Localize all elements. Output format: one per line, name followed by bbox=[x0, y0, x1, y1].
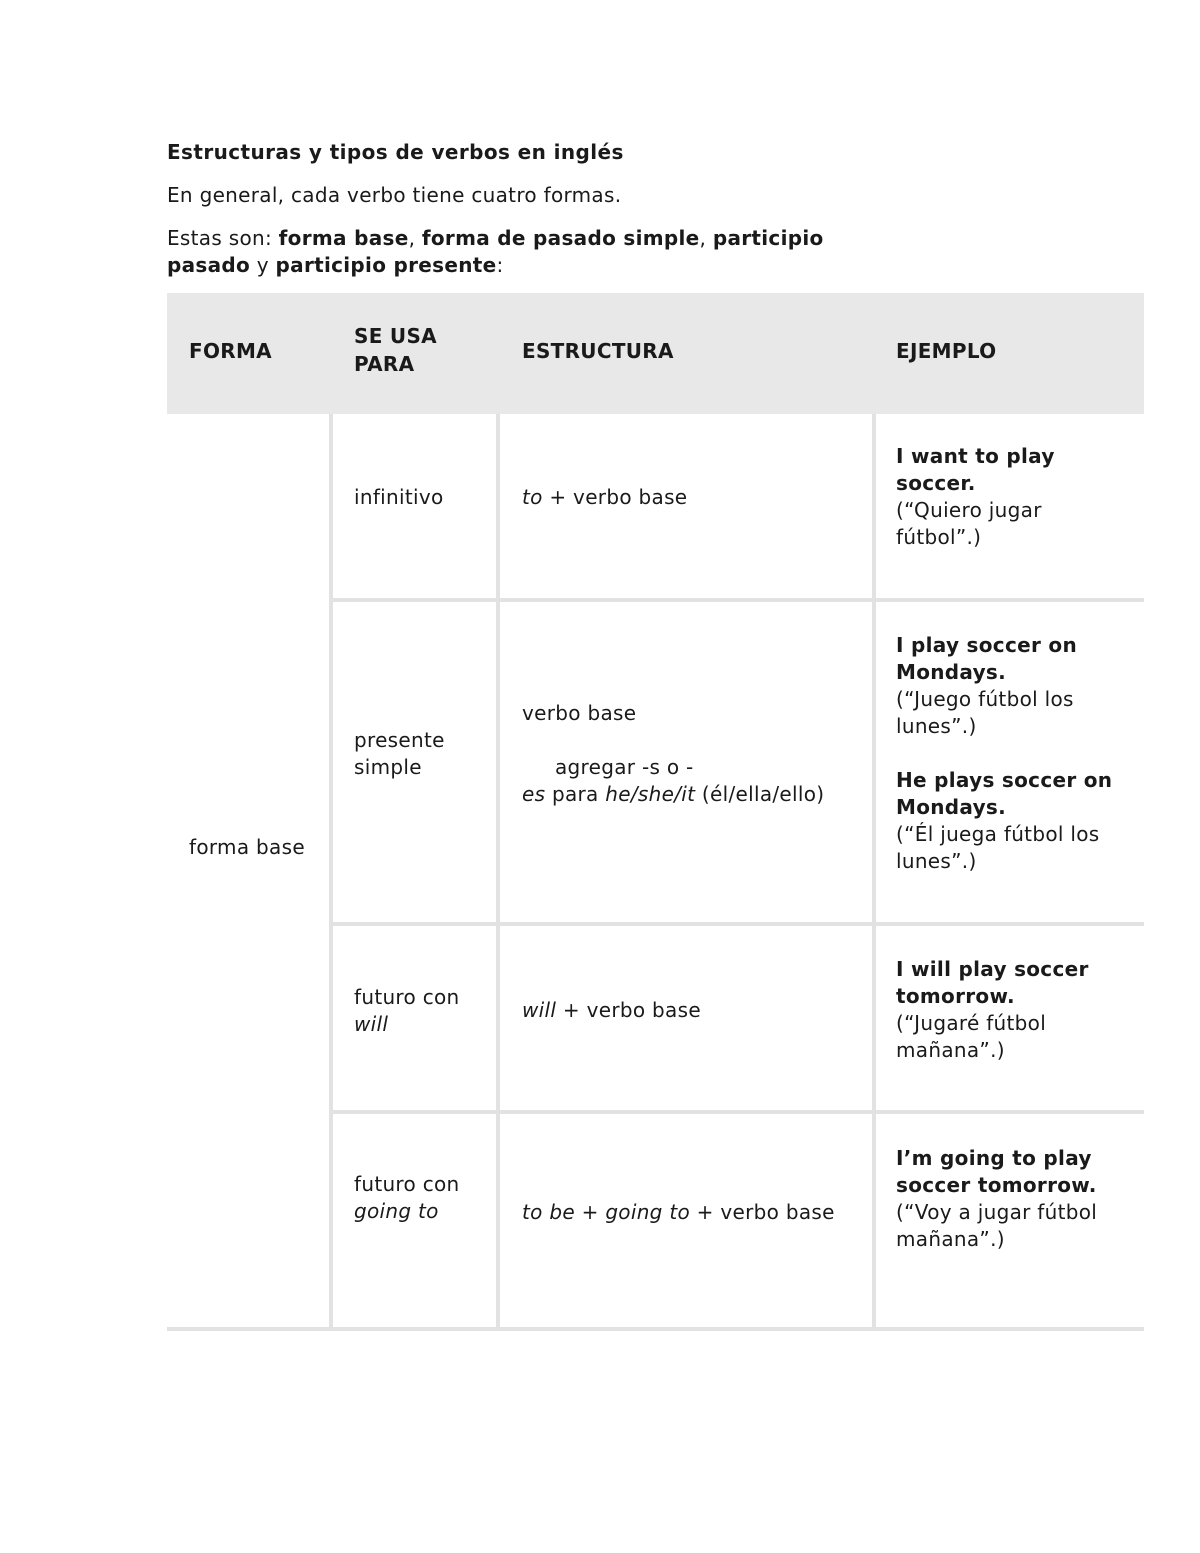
form-term: participio pasado bbox=[167, 226, 824, 277]
italic-term: es bbox=[522, 782, 546, 806]
structure-text: + verbo base bbox=[556, 998, 701, 1022]
blank-line bbox=[522, 727, 862, 754]
example-spanish: (“Quiero jugar fútbol”.) bbox=[896, 498, 1042, 549]
page-title: Estructuras y tipos de verbos en inglés bbox=[167, 140, 624, 164]
example-spanish: (“Voy a jugar fútbol mañana”.) bbox=[896, 1200, 1098, 1251]
example-spanish: (“Juego fútbol los lunes”.) bbox=[896, 687, 1074, 738]
form-term: forma de pasado simple bbox=[421, 226, 700, 250]
ejemplo-cell bbox=[896, 956, 1121, 1064]
estructura-cell bbox=[522, 1199, 867, 1226]
example-english: I will play soccer tomorrow. bbox=[896, 957, 1089, 1008]
ejemplo-cell bbox=[896, 632, 1121, 875]
ejemplo-cell bbox=[896, 1145, 1121, 1253]
structure-line: agregar -s o - bbox=[555, 755, 694, 779]
structure-line bbox=[522, 781, 862, 808]
column-divider bbox=[872, 414, 876, 1331]
italic-term: going to bbox=[354, 1199, 439, 1223]
row-divider bbox=[333, 1110, 1144, 1114]
structure-text: + verbo base bbox=[690, 1200, 835, 1224]
separator: , bbox=[408, 226, 422, 250]
forma-cell: forma base bbox=[189, 835, 305, 859]
structure-line: verbo base bbox=[522, 701, 637, 725]
header-ejemplo: EJEMPLO bbox=[896, 339, 997, 363]
header-se-usa-para: SE USA PARA bbox=[354, 324, 437, 376]
italic-term: he/she/it bbox=[605, 782, 696, 806]
estructura-cell bbox=[522, 700, 862, 808]
header-forma: FORMA bbox=[189, 339, 272, 363]
uso-cell bbox=[354, 1171, 469, 1225]
structure-text: + bbox=[574, 1200, 606, 1224]
uso-cell bbox=[354, 984, 469, 1038]
column-divider bbox=[496, 414, 500, 1331]
form-term: forma base bbox=[278, 226, 409, 250]
uso-text: futuro con bbox=[354, 985, 460, 1009]
example-spanish: (“Jugaré fútbol mañana”.) bbox=[896, 1011, 1047, 1062]
uso-cell: presente simple bbox=[354, 728, 445, 779]
structure-text: para bbox=[545, 782, 606, 806]
structure-text: + verbo base bbox=[542, 485, 688, 509]
example-english: I’m going to play soccer tomorrow. bbox=[896, 1146, 1097, 1197]
estructura-cell bbox=[522, 997, 701, 1024]
separator: : bbox=[496, 253, 504, 277]
italic-term: going to bbox=[605, 1200, 691, 1224]
forms-lead: Estas son: bbox=[167, 226, 279, 250]
form-term: participio presente bbox=[275, 253, 497, 277]
ejemplo-cell bbox=[896, 443, 1121, 551]
example-english: He plays soccer on Mondays. bbox=[896, 768, 1113, 819]
example-english: I want to play soccer. bbox=[896, 444, 1055, 495]
header-estructura: ESTRUCTURA bbox=[522, 339, 674, 363]
uso-cell: infinitivo bbox=[354, 485, 444, 509]
uso-text: futuro con bbox=[354, 1172, 460, 1196]
row-divider bbox=[333, 598, 1144, 602]
table-bottom-border bbox=[167, 1327, 1144, 1331]
blank-line bbox=[896, 740, 1121, 767]
italic-term: to bbox=[522, 485, 543, 509]
column-divider bbox=[329, 414, 333, 1331]
example-english: I play soccer on Mondays. bbox=[896, 633, 1077, 684]
row-divider bbox=[333, 922, 1144, 926]
italic-term: will bbox=[522, 998, 557, 1022]
italic-term: to be bbox=[522, 1200, 575, 1224]
estructura-cell bbox=[522, 484, 687, 511]
example-spanish: (“Él juega fútbol los lunes”.) bbox=[896, 822, 1100, 873]
separator: , bbox=[699, 226, 713, 250]
verb-forms-table bbox=[167, 293, 1144, 1331]
forms-paragraph bbox=[167, 225, 887, 279]
separator: y bbox=[250, 253, 276, 277]
structure-text: (él/ella/ello) bbox=[695, 782, 825, 806]
intro-paragraph: En general, cada verbo tiene cuatro formas. bbox=[167, 183, 622, 207]
italic-term: will bbox=[354, 1012, 389, 1036]
